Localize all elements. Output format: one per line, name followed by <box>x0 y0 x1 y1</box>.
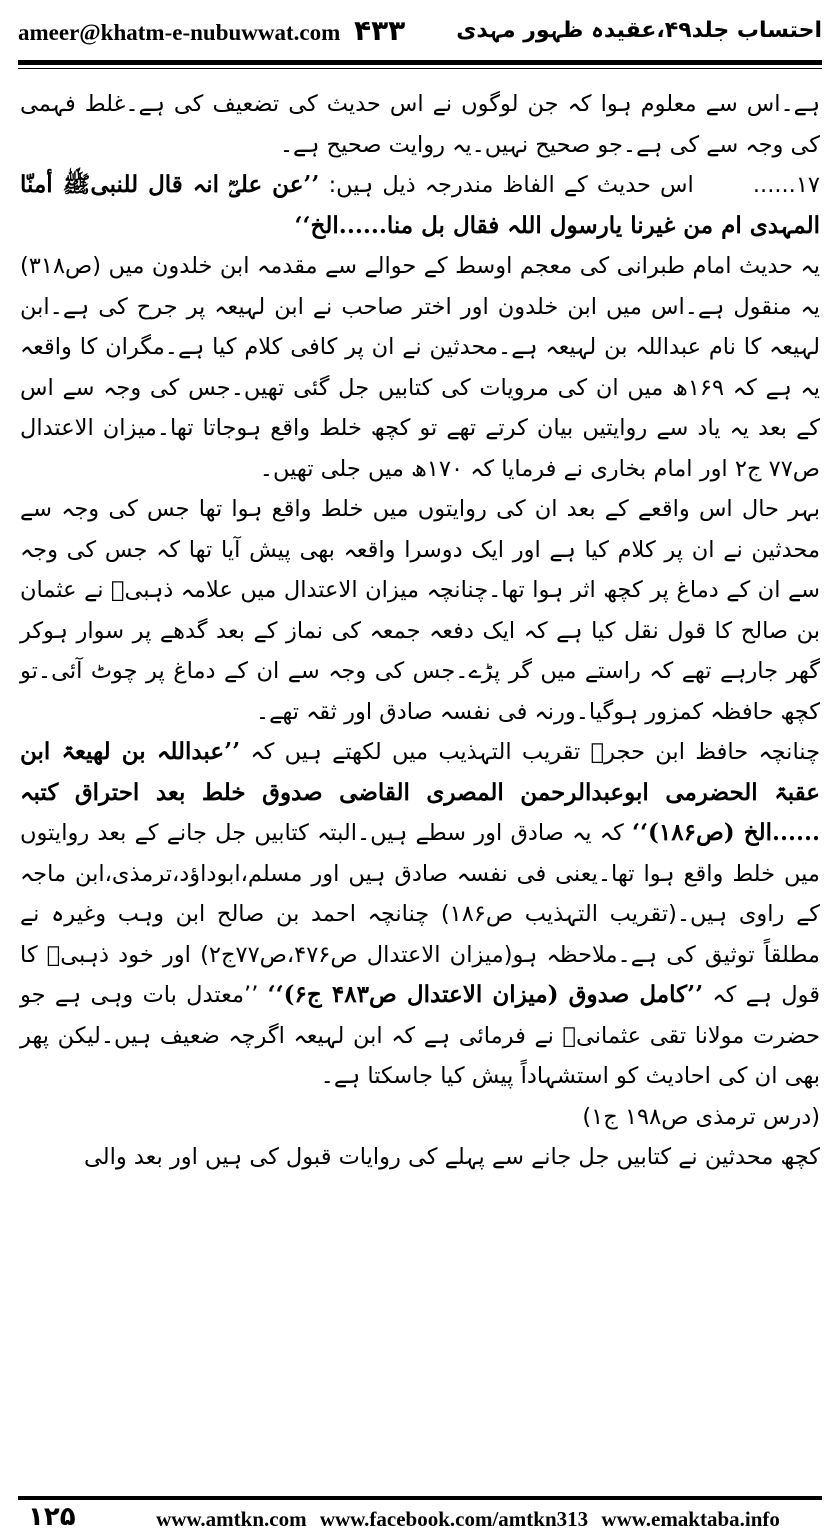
arabic-quote-3: ’’کامل صدوق (میزان الاعتدال ص۴۸۳ ج۶)‘‘ <box>267 981 704 1008</box>
page-footer <box>18 1502 822 1536</box>
footer-links <box>114 1507 822 1532</box>
p4-end: ’’معتدل بات وہی ہے جو حضرت مولانا تقی عثمانیؒ نے فرمائی ہے کہ ابن لہیعہ اگرچہ ضعیف ہیں۔لیکن پھر بھی ان کی احادیث کو استشہاداً پیش کیا جاسکتا ہے۔ <box>20 982 820 1089</box>
header-page-number: ۴۳۳ <box>354 14 406 47</box>
paragraph-4 <box>20 732 820 1097</box>
p4-intro: چنانچہ حافظ ابن حجرؒ تقریب التہذیب میں لکھتے ہیں کہ <box>250 739 820 765</box>
header-rule-thin <box>18 68 822 69</box>
footer-link-emaktaba[interactable]: www.emaktaba.info <box>601 1507 780 1531</box>
paragraph-2: یہ حدیث امام طبرانی کی معجم اوسط کے حوالے سے مقدمہ ابن خلدون میں (ص۳۱۸) یہ منقول ہے۔اس میں ابن خلدون اور اختر صاحب نے ابن لہیعہ پر جرح کی ہے۔ابن لہیعہ کا نام عبداللہ بن لہیعہ ہے۔محدثین نے ان پر کافی کلام کیا ہے۔مگران کا واقعہ یہ ہے کہ ۱۶۹ھ میں ان کی مرویات کی کتابیں جل گئی تھیں۔جس کی وجہ سے اس کے بعد یہ یاد سے روایتیں بیان کرتے تھے تو کچھ خلط واقع ہوجاتا تھا۔میزان الاعتدال ص۷۷ ج۲ اور امام بخاری نے فرمایا کہ ۱۷۰ھ میں جلی تھیں۔ <box>20 253 820 482</box>
p4-rest: کہ یہ صادق اور سطے ہیں۔البتہ کتابیں جل جانے کے بعد روایتوں میں خلط واقع ہوا تھا۔یعنی فی نفسہ صادق ہیں اور مسلم،ابوداؤد،ترمذی،ابن ماجہ کے راوی ہیں۔(تقریب التہذیب ص۱۸۶) چنانچہ احمد بن صالح ابن وہب وغیرہ نے مطلقاً توثیق کی ہے۔ملاحظہ ہو(میزان الاعتدال ص۴۷۶،ص۷۷ج۲) اور خود ذہبیؒ کا قول ہے کہ <box>20 820 820 1008</box>
paragraph-1: ہے۔اس سے معلوم ہوا کہ جن لوگوں نے اس حدیث کی تضعیف کی ہے۔غلط فہمی کی وجہ سے کی ہے۔جو صحیح نہیں۔یہ روایت صحیح ہے۔ <box>20 91 820 158</box>
arabic-quote-1: ’’عن علیؓ انہ قال للنبیﷺ أمنّا المہدی ام من غیرنا یارسول اللہ فقال بل منا......الخ‘‘ <box>20 171 820 239</box>
footer-rule <box>18 1496 822 1500</box>
running-title: احتساب جلد۴۹،عقیدہ ظہور مہدی <box>456 18 822 43</box>
paragraph-5: کچھ محدثین نے کتابیں جل جانے سے پہلے کی روایات قبول کی ہیں اور بعد والی <box>83 1144 820 1170</box>
main-text <box>20 84 820 1178</box>
header-email: ameer@khatm-e-nubuwwat.com <box>18 20 341 45</box>
footer-page-number: ۱۲۵ <box>28 1502 76 1532</box>
footer-link-facebook[interactable]: www.facebook.com/amtkn313 <box>319 1507 589 1531</box>
header-rule-thick <box>18 60 822 65</box>
item-number: ۱۷...... <box>752 172 820 198</box>
item-intro: اس حدیث کے الفاظ مندرجہ ذیل ہیں: <box>328 172 694 198</box>
paragraph-3: بہر حال اس واقعے کے بعد ان کی روایتوں میں خلط واقع ہوا تھا جس کی وجہ سے محدثین نے ان پر کلام کیا ہے اور ایک دوسرا واقعہ بھی پیش آیا تھا کہ جس کی وجہ سے ان کے دماغ پر کچھ اثر ہوا تھا۔چنانچہ میزان الاعتدال میں علامہ ذہبیؒ نے عثمان بن صالح کا قول نقل کیا ہے کہ ایک دفعہ جمعہ کی نماز کے بعد گدھے پر سوار ہوکر گھر جارہے تھے کہ راستے میں گر پڑے۔جس کی وجہ سے ان کے دماغ پر چوٹ آئی۔تو کچھ حافظہ کمزور ہوگیا۔ورنہ فی نفسہ صادق اور ثقہ تھے۔ <box>20 496 820 725</box>
page-header <box>18 14 822 54</box>
arabic-quote-2: ’’عبداللہ بن لھیعۃ ابن عقبۃ الحضرمی ابوعبدالرحمن المصری القاضی صدوق خلط بعد احتراق کتبہ ......الخ (ص۱۸۶)‘‘ <box>20 738 821 846</box>
paragraph-item-17 <box>20 165 820 246</box>
reference: (درس ترمذی ص۱۹۸ ج۱) <box>582 1103 820 1130</box>
footer-link-amtkn[interactable]: www.amtkn.com <box>156 1507 307 1531</box>
